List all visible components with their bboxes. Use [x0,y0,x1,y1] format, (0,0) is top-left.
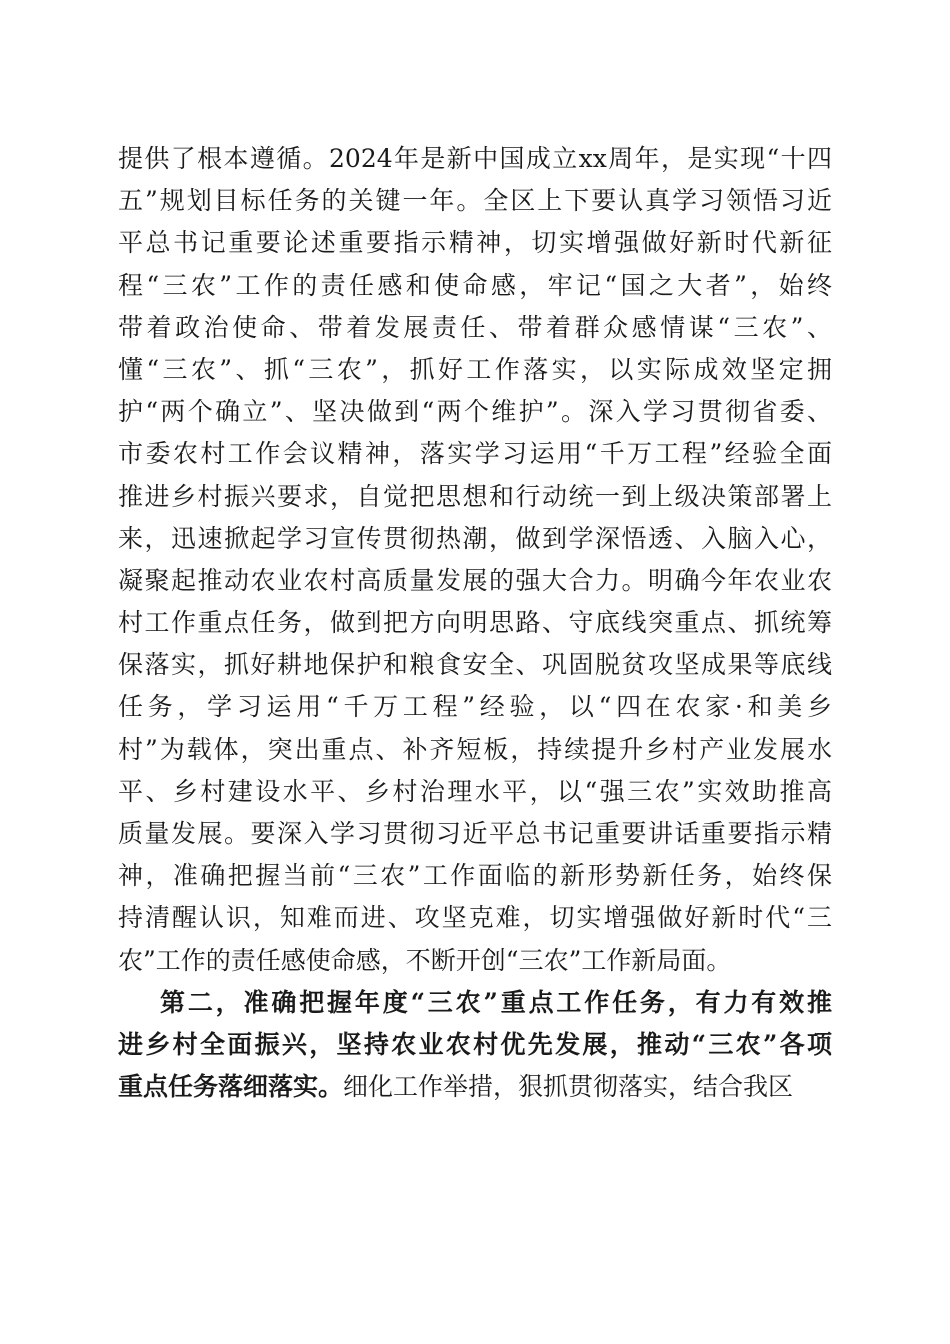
paragraph-line: 护“两个确立”、坚决做到“两个维护”。深入学习贯彻省委、 [118,397,832,427]
paragraph-line [118,1066,832,1108]
paragraph-text-run: 细化工作举措，狠抓贯彻落实，结合我区 [343,1072,794,1102]
paragraph-line: 平、乡村建设水平、乡村治理水平，以“强三农”实效助推高 [118,776,832,806]
paragraph-line: 农”工作的责任感使命感，不断开创“三农”工作新局面。 [118,945,732,975]
paragraph-line: 来，迅速掀起学习宣传贯彻热潮，做到学深悟透、入脑入心， [118,523,832,553]
paragraph-line: 持清醒认识，知难而进、攻坚克难，切实增强做好新时代“三 [118,903,832,933]
paragraph-line: 五”规划目标任务的关键一年。全区上下要认真学习领悟习近 [118,186,832,216]
paragraph-line: 市委农村工作会议精神，落实学习运用“千万工程”经验全面 [118,439,832,469]
document-body [118,138,832,1108]
paragraph-line: 任务，学习运用“千万工程”经验，以“四在农家·和美乡 [118,692,832,722]
paragraph-1 [118,138,832,982]
paragraph-heading-line: 第二，准确把握年度“三农”重点工作任务，有力有效推 [160,987,832,1017]
paragraph-line: 平总书记重要论述重要指示精神，切实增强做好新时代新征 [118,228,832,258]
paragraph-heading-run: 重点任务落细落实。 [118,1072,344,1102]
paragraph-line: 带着政治使命、带着发展责任、带着群众感情谋“三农”、 [118,312,832,342]
paragraph-line: 懂“三农”、抓“三农”，抓好工作落实，以实际成效坚定拥 [118,354,832,384]
paragraph-line: 保落实，抓好耕地保护和粮食安全、巩固脱贫攻坚成果等底线 [118,650,832,680]
paragraph-line: 村”为载体，突出重点、补齐短板，持续提升乡村产业发展水 [118,734,832,764]
paragraph-line: 提供了根本遵循。2024年是新中国成立xx周年，是实现“十四 [118,144,832,173]
paragraph-line: 质量发展。要深入学习贯彻习近平总书记重要讲话重要指示精 [118,819,832,848]
paragraph-line: 推进乡村振兴要求，自觉把思想和行动统一到上级决策部署上 [118,481,832,511]
paragraph-line: 凝聚起推动农业农村高质量发展的强大合力。明确今年农业农 [118,565,832,595]
paragraph-line: 神，准确把握当前“三农”工作面临的新形势新任务，始终保 [118,861,832,891]
paragraph-line: 程“三农”工作的责任感和使命感，牢记“国之大者”，始终 [118,270,832,300]
paragraph-2 [118,982,832,1109]
paragraph-heading-line: 进乡村全面振兴，坚持农业农村优先发展，推动“三农”各项 [118,1029,832,1059]
paragraph-line: 村工作重点任务，做到把方向明思路、守底线突重点、抓统筹 [118,608,832,638]
